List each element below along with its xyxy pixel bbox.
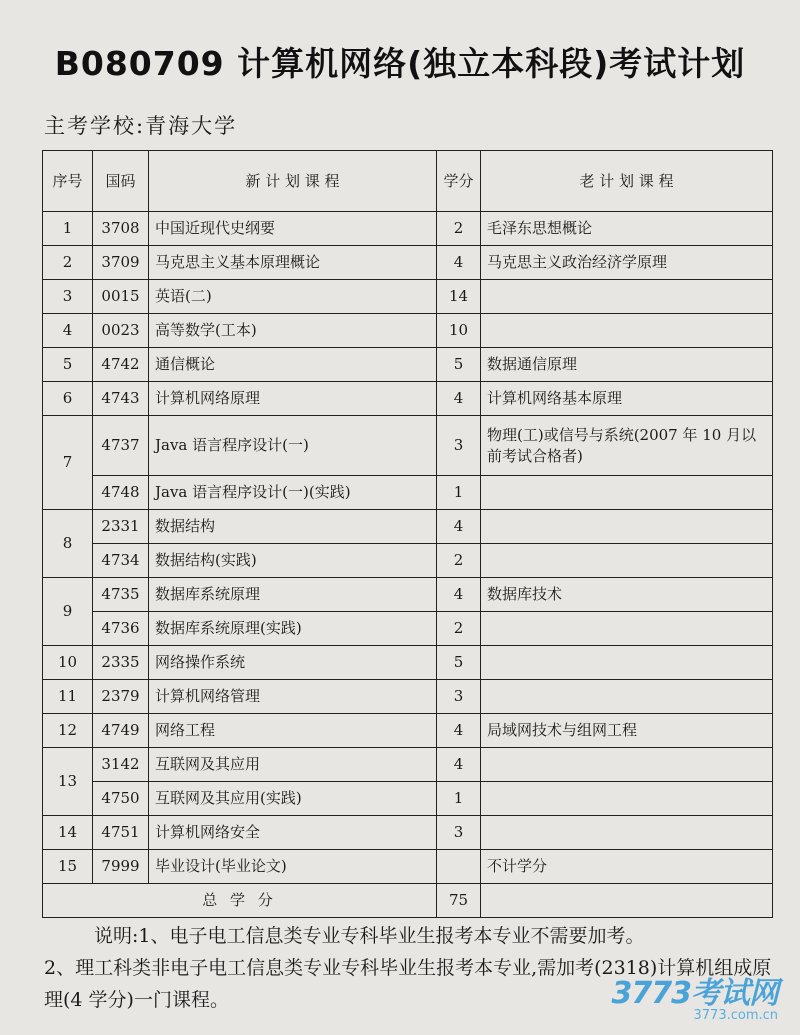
- old-course-cell: [481, 314, 773, 348]
- table-row: [43, 612, 773, 646]
- exam-plan-table: [42, 150, 773, 918]
- credit-cell: [437, 850, 481, 884]
- table-row: [43, 714, 773, 748]
- total-credit: 75: [437, 884, 481, 918]
- table-row: [43, 544, 773, 578]
- old-course-cell: [481, 510, 773, 544]
- course-cell: 英语(二): [149, 280, 437, 314]
- code-cell: 2335: [93, 646, 149, 680]
- page-title: B080709 计算机网络(独立本科段)考试计划: [54, 44, 746, 83]
- table-row: [43, 850, 773, 884]
- course-cell: Java 语言程序设计(一): [149, 416, 437, 476]
- old-course-cell: [481, 782, 773, 816]
- code-cell: 2379: [93, 680, 149, 714]
- seq-cell: 15: [43, 850, 93, 884]
- table-row: [43, 578, 773, 612]
- old-course-cell: 局域网技术与组网工程: [481, 714, 773, 748]
- old-course-cell: 计算机网络基本原理: [481, 382, 773, 416]
- code-cell: 4749: [93, 714, 149, 748]
- credit-cell: 2: [437, 612, 481, 646]
- host-school: 主考学校:青海大学: [44, 114, 238, 138]
- seq-cell: 8: [43, 510, 93, 578]
- credit-cell: 2: [437, 544, 481, 578]
- course-cell: 数据库系统原理(实践): [149, 612, 437, 646]
- code-cell: 4748: [93, 476, 149, 510]
- seq-cell: 13: [43, 748, 93, 816]
- course-cell: 互联网及其应用: [149, 748, 437, 782]
- code-cell: 3708: [93, 212, 149, 246]
- course-cell: Java 语言程序设计(一)(实践): [149, 476, 437, 510]
- seq-cell: 4: [43, 314, 93, 348]
- table-row: [43, 680, 773, 714]
- course-cell: 网络工程: [149, 714, 437, 748]
- credit-cell: 14: [437, 280, 481, 314]
- credit-cell: 5: [437, 348, 481, 382]
- credit-cell: 4: [437, 748, 481, 782]
- course-cell: 通信概论: [149, 348, 437, 382]
- credit-cell: 1: [437, 782, 481, 816]
- code-cell: 4743: [93, 382, 149, 416]
- table-row: [43, 782, 773, 816]
- course-cell: 马克思主义基本原理概论: [149, 246, 437, 280]
- course-cell: 高等数学(工本): [149, 314, 437, 348]
- credit-cell: 3: [437, 416, 481, 476]
- table-row: [43, 476, 773, 510]
- credit-cell: 4: [437, 246, 481, 280]
- course-cell: 互联网及其应用(实践): [149, 782, 437, 816]
- code-cell: 3709: [93, 246, 149, 280]
- watermark-logo: [612, 968, 779, 1023]
- code-cell: 3142: [93, 748, 149, 782]
- course-cell: 数据库系统原理: [149, 578, 437, 612]
- old-course-cell: 数据通信原理: [481, 348, 773, 382]
- credit-cell: 4: [437, 714, 481, 748]
- credit-cell: 4: [437, 382, 481, 416]
- old-course-cell: 物理(工)或信号与系统(2007 年 10 月以前考试合格者): [481, 416, 773, 476]
- old-course-cell: [481, 544, 773, 578]
- code-cell: 0015: [93, 280, 149, 314]
- table-row: [43, 348, 773, 382]
- code-cell: 2331: [93, 510, 149, 544]
- course-cell: 计算机网络安全: [149, 816, 437, 850]
- credit-cell: 4: [437, 578, 481, 612]
- seq-cell: 11: [43, 680, 93, 714]
- table-row: [43, 748, 773, 782]
- seq-cell: 6: [43, 382, 93, 416]
- credit-cell: 3: [437, 680, 481, 714]
- course-cell: 计算机网络原理: [149, 382, 437, 416]
- old-course-cell: 马克思主义政治经济学原理: [481, 246, 773, 280]
- old-course-cell: 数据库技术: [481, 578, 773, 612]
- table-row: [43, 816, 773, 850]
- table-row: [43, 382, 773, 416]
- table-row: [43, 646, 773, 680]
- course-cell: 中国近现代史纲要: [149, 212, 437, 246]
- code-cell: 0023: [93, 314, 149, 348]
- table-row: [43, 416, 773, 476]
- seq-cell: 2: [43, 246, 93, 280]
- seq-cell: 3: [43, 280, 93, 314]
- old-course-cell: [481, 612, 773, 646]
- old-course-cell: 毛泽东思想概论: [481, 212, 773, 246]
- table-row: [43, 510, 773, 544]
- course-cell: 数据结构(实践): [149, 544, 437, 578]
- total-empty-cell: [481, 884, 773, 918]
- course-cell: 毕业设计(毕业论文): [149, 850, 437, 884]
- seq-cell: 1: [43, 212, 93, 246]
- code-cell: 4750: [93, 782, 149, 816]
- code-cell: 4734: [93, 544, 149, 578]
- code-cell: 7999: [93, 850, 149, 884]
- seq-cell: 5: [43, 348, 93, 382]
- old-course-cell: [481, 748, 773, 782]
- old-course-cell: [481, 680, 773, 714]
- table-row: [43, 212, 773, 246]
- total-label: 总 学 分: [43, 884, 437, 918]
- table-row: [43, 246, 773, 280]
- code-cell: 4751: [93, 816, 149, 850]
- code-cell: 4737: [93, 416, 149, 476]
- credit-cell: 5: [437, 646, 481, 680]
- seq-cell: 12: [43, 714, 93, 748]
- total-row: [43, 884, 773, 918]
- seq-cell: 10: [43, 646, 93, 680]
- watermark-url: 3773.com.cn: [693, 1008, 778, 1023]
- course-cell: 网络操作系统: [149, 646, 437, 680]
- credit-cell: 1: [437, 476, 481, 510]
- seq-cell: 14: [43, 816, 93, 850]
- seq-cell: 7: [43, 416, 93, 510]
- credit-cell: 4: [437, 510, 481, 544]
- table-row: [43, 314, 773, 348]
- header-old-course: 老 计 划 课 程: [481, 151, 773, 212]
- old-course-cell: [481, 646, 773, 680]
- header-seq: 序号: [43, 151, 93, 212]
- old-course-cell: [481, 280, 773, 314]
- credit-cell: 10: [437, 314, 481, 348]
- note-1: 说明:1、电子电工信息类专业专科毕业生报考本专业不需要加考。: [94, 925, 645, 947]
- old-course-cell: [481, 476, 773, 510]
- header-code: 国码: [93, 151, 149, 212]
- old-course-cell: 不计学分: [481, 850, 773, 884]
- header-credit: 学分: [437, 151, 481, 212]
- code-cell: 4736: [93, 612, 149, 646]
- course-cell: 计算机网络管理: [149, 680, 437, 714]
- code-cell: 4742: [93, 348, 149, 382]
- code-cell: 4735: [93, 578, 149, 612]
- header-new-course: 新 计 划 课 程: [149, 151, 437, 212]
- seq-cell: 9: [43, 578, 93, 646]
- table-row: [43, 280, 773, 314]
- old-course-cell: [481, 816, 773, 850]
- note-2: 2、理工科类非电子电工信息类专业专科毕业生报考本专业,需加考(2318)计算机组成原理(4 学分)一门课程。: [44, 957, 772, 1011]
- credit-cell: 2: [437, 212, 481, 246]
- credit-cell: 3: [437, 816, 481, 850]
- watermark-brand: 3773考试网: [611, 976, 778, 1011]
- course-cell: 数据结构: [149, 510, 437, 544]
